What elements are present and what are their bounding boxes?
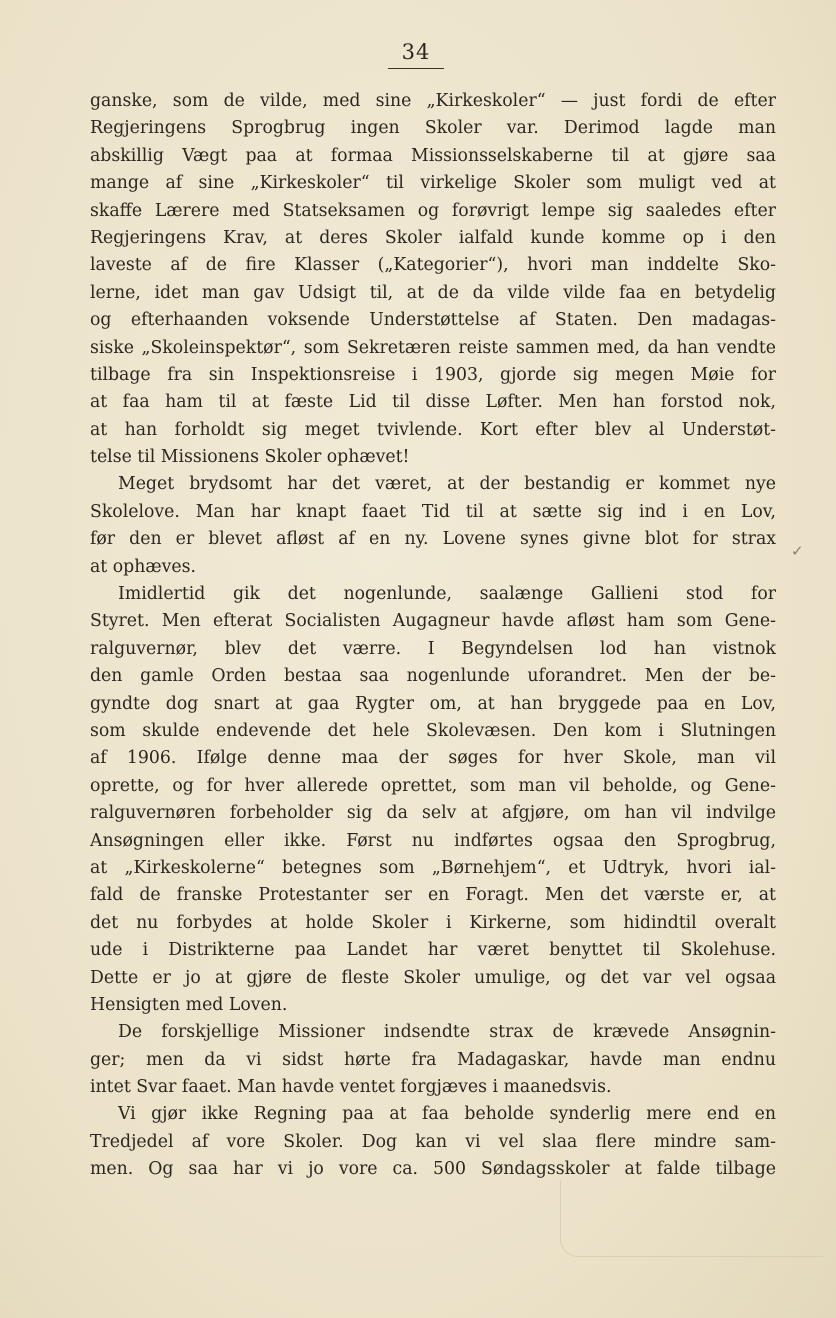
text-line: oprette, og for hver allerede oprettet, som man vil beholde, og Gene- [90,775,776,796]
page-fold-edge [560,1180,823,1257]
text-line: mange af sine „Kirkeskoler“ til virkelige Skoler som muligt ved at [90,173,776,194]
text-line: intet Svar faaet. Man havde ventet forgjæves i maanedsvis. [90,1077,612,1098]
text-line: ralguvernøren forbeholder sig da selv at afgjøre, om han vil indvilge [90,803,776,824]
text-line: Meget brydsomt har det været, at der bestandig er kommet nye [118,474,776,495]
text-line: siske „Skoleinspektør“, som Sekretæren reiste sammen med, da han vendte [90,337,776,358]
text-line: det nu forbydes at holde Skoler i Kirkerne, som hidindtil overalt [90,912,776,933]
text-line: at faa ham til at fæste Lid til disse Løfter. Men han forstod nok, [90,392,776,413]
text-line: Ansøgningen eller ikke. Først nu indførtes ogsaa den Sprogbrug, [90,830,776,851]
text-line: og efterhaanden voksende Understøttelse af Staten. Den madagas- [90,310,776,331]
text-line: Vi gjør ikke Regning paa at faa beholde synderlig mere end en [118,1104,776,1125]
text-line: tilbage fra sin Inspektionsreise i 1903, gjorde sig megen Møie for [90,364,776,385]
margin-check-mark: ✓ [791,542,804,560]
text-line: ude i Distrikterne paa Landet har været benyttet til Skolehuse. [90,940,776,961]
text-line: ganske, som de vilde, med sine „Kirkeskoler“ — just fordi de efter [90,91,776,111]
body-text [90,88,776,1184]
text-line: De forskjellige Missioner indsendte strax de krævede Ansøgnin- [118,1022,776,1043]
text-line: før den er blevet afløst af en ny. Lovene synes givne blot for strax [90,529,776,550]
text-line: at „Kirkeskolerne“ betegnes som „Børnehjem“, et Udtryk, hvori ial- [90,857,776,878]
text-line: som skulde endevende det hele Skolevæsen. Den kom i Slutningen [90,720,776,741]
text-line: at ophæves. [90,556,196,577]
text-line: Skolelove. Man har knapt faaet Tid til at sætte sig ind i en Lov, [90,501,776,522]
text-line: men. Og saa har vi jo vore ca. 500 Søndagsskoler at falde tilbage [90,1159,776,1180]
text-line: at han forholdt sig meget tvivlende. Kort efter blev al Understøt- [90,419,776,440]
text-line: Imidlertid gik det nogenlunde, saalænge Gallieni stod for [118,584,776,605]
text-line: lerne, idet man gav Udsigt til, at de da vilde vilde faa en betydelig [90,282,776,303]
text-line: ralguvernør, blev det værre. I Begyndelsen lod han vistnok [90,638,776,659]
text-line: den gamle Orden bestaa saa nogenlunde uforandret. Men der be- [90,666,776,687]
text-line: Regjeringens Krav, at deres Skoler ialfald kunde komme op i den [90,227,776,248]
text-line: telse til Missionens Skoler ophævet! [90,447,410,468]
text-line: Styret. Men efterat Socialisten Augagneur havde afløst ham som Gene- [90,611,776,632]
text-line: af 1906. Ifølge denne maa der søges for hver Skole, man vil [90,748,776,769]
page-number: 34 [401,40,431,64]
text-line: Hensigten med Loven. [90,994,288,1015]
text-line: Dette er jo at gjøre de fleste Skoler umulige, og det var vel ogsaa [90,967,776,988]
text-line: gyndte dog snart at gaa Rygter om, at han bryggede paa en Lov, [90,693,776,714]
text-line: ger; men da vi sidst hørte fra Madagaskar, havde man endnu [90,1049,776,1070]
text-line: Regjeringens Sprogbrug ingen Skoler var. Derimod lagde man [90,118,776,139]
text-line: abskillig Vægt paa at formaa Missionsselskaberne til at gjøre saa [90,145,776,166]
text-line: Tredjedel af vore Skoler. Dog kan vi vel slaa flere mindre sam- [90,1131,776,1152]
text-line: fald de franske Protestanter ser en Foragt. Men det værste er, at [90,885,776,906]
header-rule [388,68,444,69]
text-line: laveste af de fire Klasser („Kategorier“), hvori man inddelte Sko- [90,255,776,276]
text-line: skaffe Lærere med Statseksamen og forøvrigt lempe sig saaledes efter [90,200,776,221]
